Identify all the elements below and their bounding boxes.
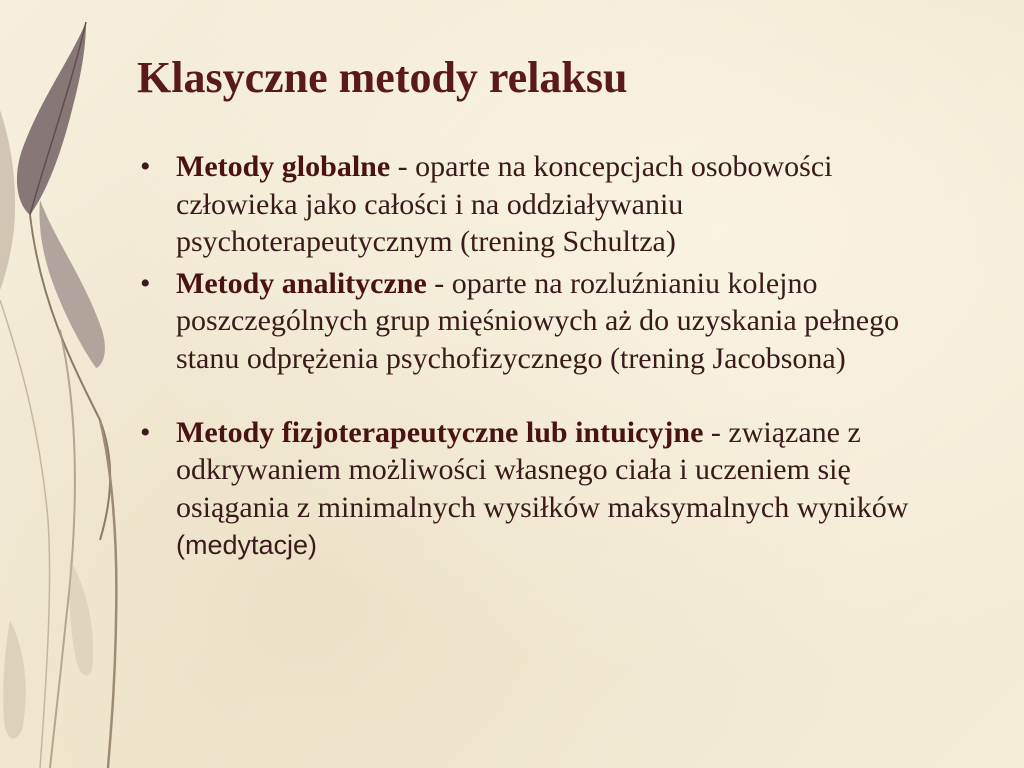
bullet-icon: • — [140, 266, 151, 300]
slide-title: Klasyczne metody relaksu — [137, 53, 628, 102]
leaf-branch-icon — [0, 0, 140, 768]
bullet-term: Metody analityczne — [176, 266, 427, 300]
bullet-description: - związane z odkrywaniem możliwości własnego ciała i uczeniem się osiągania z minimalnych wysiłków maksymalnych wyników — [176, 415, 909, 524]
bullet-term: Metody fizjoterapeutyczne lub intuicyjne — [176, 415, 704, 449]
bullet-item-analytic-methods — [140, 265, 910, 378]
bullet-item-global-methods — [140, 148, 910, 261]
bullet-note: (medytacje) — [176, 530, 318, 561]
bullet-description: - oparte na koncepcjach osobowości człowieka jako całości i na oddziaływaniu psychoterapeutycznym (trening Schultza) — [176, 150, 833, 259]
bullet-list — [140, 148, 910, 565]
bullet-icon: • — [140, 415, 151, 449]
bullet-icon: • — [140, 150, 151, 183]
bullet-description: - oparte na rozluźnianiu kolejno poszczególnych grup mięśniowych aż do uzyskania pełnego stanu odprężenia psychofizycznego (trening Jacobsona) — [176, 266, 900, 375]
bullet-item-physiotherapeutic-methods — [140, 414, 910, 565]
bullet-term: Metody globalne — [176, 150, 391, 183]
